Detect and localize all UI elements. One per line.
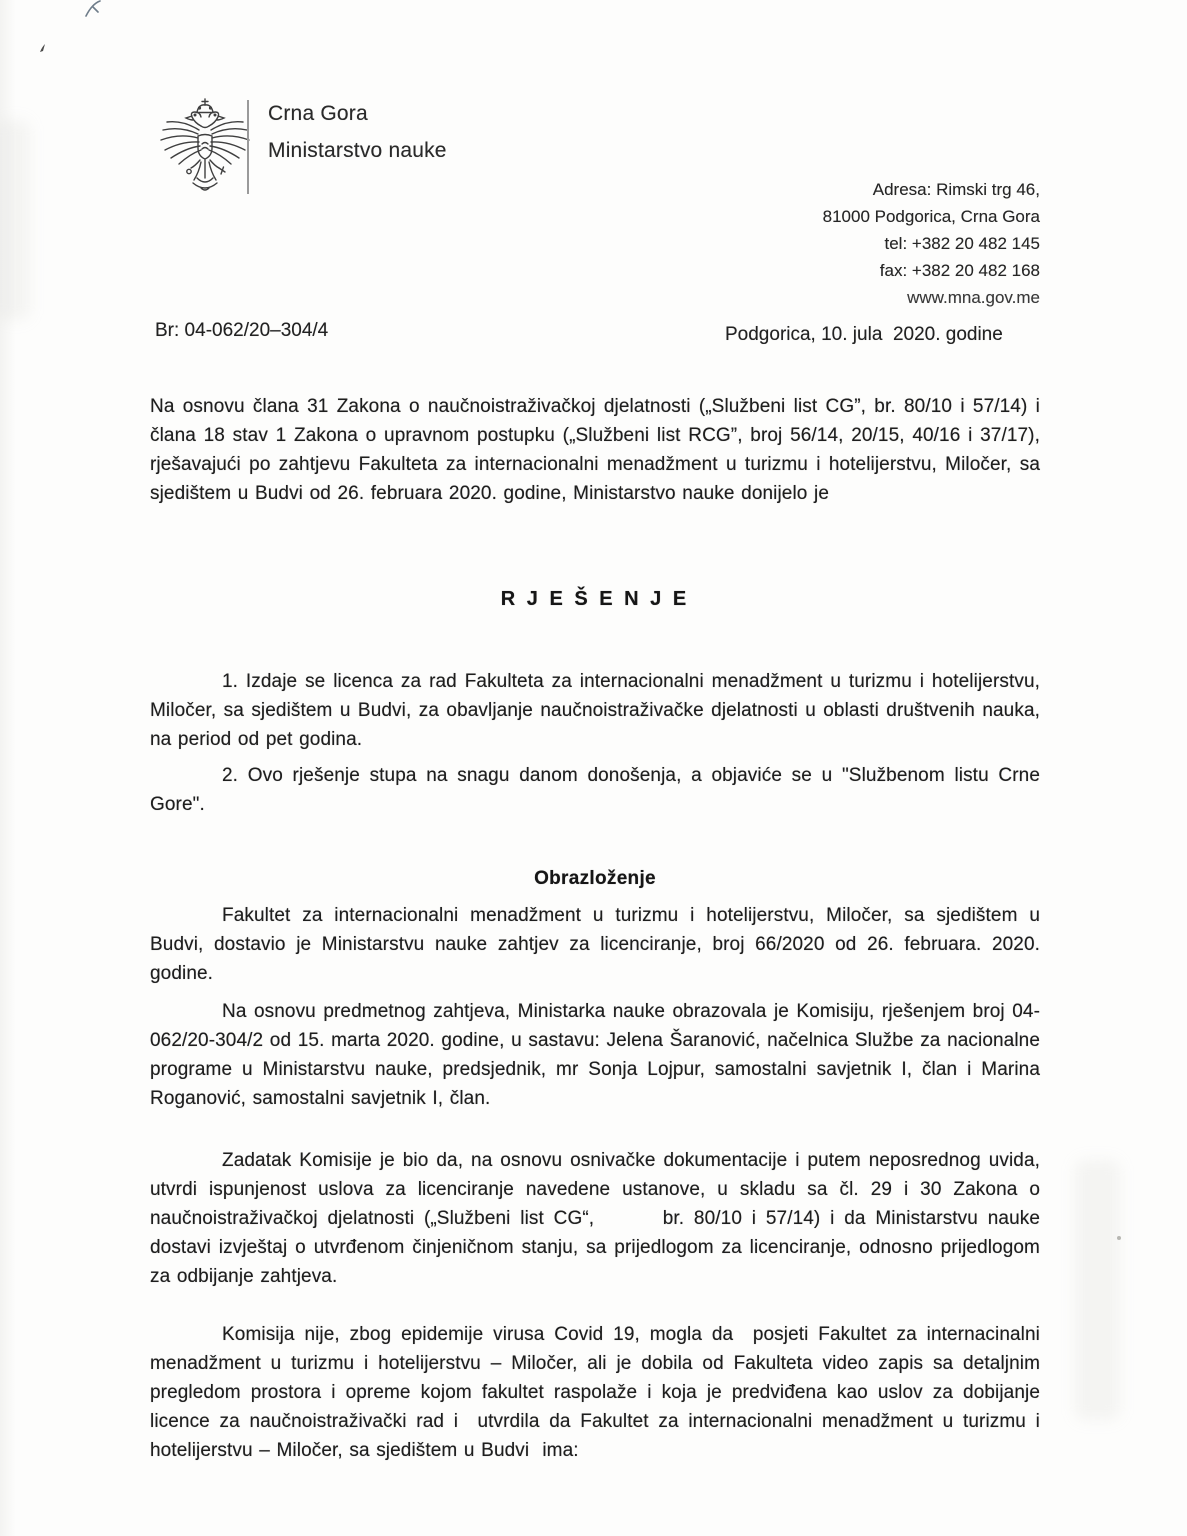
- scan-artifact-mark: [84, 0, 106, 20]
- contact-tel: tel: +382 20 482 145: [884, 234, 1040, 253]
- decision-item-1: 1. Izdaje se licenca za rad Fakulteta za internacionalni menadžment u turizmu i hotelijerstvu, Miločer, sa sjedištem u Budvi, za obavljanje naučnoistraživačke djelatnosti u oblasti društvenih nauka, na period od pet godina.: [150, 671, 1040, 750]
- header-ministry-name: Ministarstvo nauke: [268, 139, 447, 162]
- explanation-paragraph-1: Fakultet za internacionalni menadžment u turizmu i hotelijerstvu, Miločer, sa sjedištem u Budvi, dostavio je Ministarstvu nauke zahtjev za licenciranje, broj 66/2020 od 26. februara. 2020. godine.: [150, 905, 1040, 984]
- place-and-date: Podgorica, 10. jula 2020. godine: [725, 324, 1003, 345]
- contact-address-line1: Adresa: Rimski trg 46,: [872, 180, 1040, 199]
- contact-fax: fax: +382 20 482 168: [879, 261, 1040, 280]
- montenegro-coat-of-arms-icon: [157, 96, 253, 205]
- contact-website: www.mna.gov.me: [907, 288, 1040, 307]
- scan-blotch: [1075, 1160, 1120, 1420]
- contact-block: [720, 176, 1040, 311]
- decision-title: R J E Š E N J E: [500, 588, 690, 610]
- header-country-name: Crna Gora: [268, 102, 368, 125]
- explanation-paragraph-4: Komisija nije, zbog epidemije virusa Covid 19, mogla da posjeti Fakultet za internacinalni menadžment u turizmu i hotelijerstvu – Miločer, ali je dobila od Fakulteta video zapis sa detaljnim pregledom prostora i opreme kojom fakultet raspolaže i koja je predviđena kao uslov za dobijanje licence za naučnoistraživački rad i utvrdila da Fakultet za internacionalni menadžment u turizmu i hotelijerstvu – Miločer, sa sjedištem u Budvi ima:: [150, 1324, 1040, 1461]
- explanation-paragraph-2: Na osnovu predmetnog zahtjeva, Ministarka nauke obrazovala je Komisiju, rješenjem broj 04-062/20-304/2 od 15. marta 2020. godine, u sastavu: Jelena Šaranović, načelnica Službe za nacionalne programe u Ministarstvu nauke, predsjednik, mr Sonja Lojpur, samostalni savjetnik I, član i Marina Roganović, samostalni savjetnik I, član.: [150, 1001, 1040, 1109]
- header-divider: [247, 100, 249, 194]
- scan-blotch: [0, 120, 30, 320]
- explanation-title: Obrazloženje: [534, 868, 656, 889]
- explanation-paragraph-3: Zadatak Komisije je bio da, na osnovu osnivačke dokumentacije i putem neposrednog uvida, utvrdi ispunjenost uslova za licenciranje navedene ustanove, u skladu sa čl. 29 i 30 Zakona o naučnoistraživačkoj djelatnosti („Službeni list CG“, br. 80/10 i 57/14) i da Ministarstvu nauke dostavi izvještaj o utvrđenom činjeničnom stanju, sa prijedlogom za licenciranje, odnosno prijedlogom za odbijanje zahtjeva.: [150, 1150, 1040, 1287]
- reference-number: Br: 04-062/20–304/4: [155, 320, 329, 341]
- scan-artifact-speck: [38, 42, 48, 54]
- decision-item-2: 2. Ovo rješenje stupa na snagu danom donošenja, a objaviće se u "Službenom listu Crne Gore".: [150, 765, 1040, 815]
- intro-paragraph: Na osnovu člana 31 Zakona o naučnoistraživačkoj djelatnosti („Službeni list CG”, br. 80/10 i 57/14) i člana 18 stav 1 Zakona o upravnom postupku („Službeni list RCG”, broj 56/14, 20/15, 40/16 i 37/17), rješavajući po zahtjevu Fakulteta za internacionalni menadžment u turizmu i hotelijerstvu, Miločer, sa sjedištem u Budvi od 26. februara 2020. godine, Ministarstvo nauke donijelo je: [150, 396, 1040, 504]
- contact-address-line2: 81000 Podgorica, Crna Gora: [822, 207, 1040, 226]
